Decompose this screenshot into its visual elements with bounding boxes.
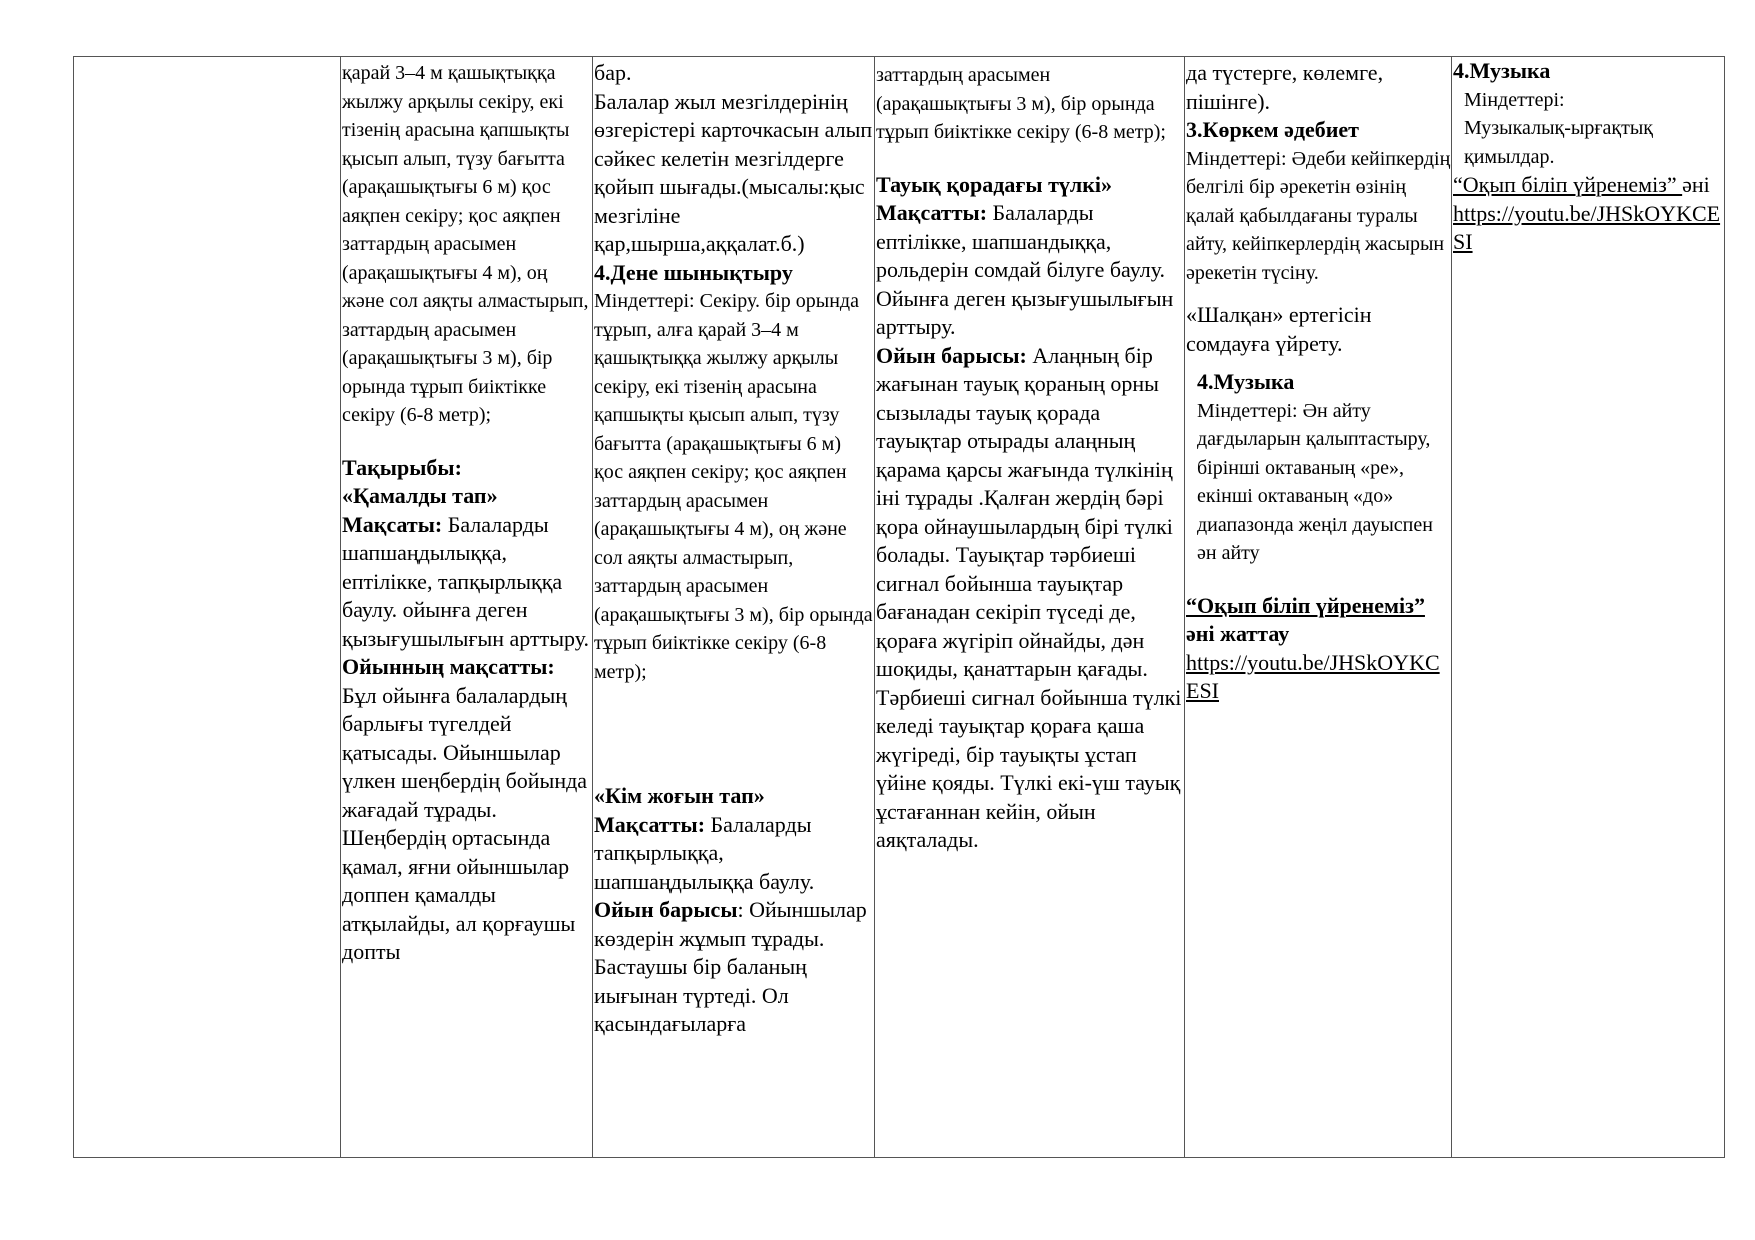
process-label: Ойын барысы: xyxy=(876,342,1027,368)
table-cell-day-3 xyxy=(593,57,875,1158)
process-paragraph xyxy=(876,342,1184,855)
goal-text: Балаларды тапқырлыққа, шапшаңдылыққа баулу. xyxy=(594,811,815,894)
jump-task-text: қарай 3–4 м қашықтыққа жылжу арқылы секіру, екі тізенің арасына қапшықты қысып алып, түзу бағытта (арақашықтығы 6 м) қос аяқпен секіру; қос аяқпен заттардың арасымен (арақашықтығы 4 м), оң және сол аяқты алмастырып, заттардың арасымен (арақашықтығы 3 м), бір орында тұрып биіктікке секіру (6-8 метр); xyxy=(342,62,589,426)
music-task-label: Міндеттері: xyxy=(1464,88,1565,111)
topic-label: Тақырыбы: xyxy=(342,454,462,480)
game-goal-label: Ойынның мақсатты: xyxy=(342,654,555,679)
goal-paragraph xyxy=(594,811,874,897)
table-cell-day-5 xyxy=(1185,57,1452,1158)
pe-task-text: Міндеттері: Секіру. бір орында тұрып, алға қарай 3–4 м қашықтыққа жылжу арқылы секіру, екі тізенің арасына қапшықты қысып алып, түзу бағытта (арақашықтығы 6 м) қос аяқпен секіру; қос аяқпен заттардың арасымен (арақашықтығы 4 м), оң және сол аяқты алмастырып, заттардың арасымен (арақашықтығы 3 м), бір орында тұрып биіктікке секіру (6-8 метр); xyxy=(594,290,873,683)
table-cell-day-6 xyxy=(1452,57,1725,1158)
table-cell-day-2 xyxy=(341,57,593,1158)
jump-task-text: заттардың арасымен (арақашықтығы 3 м), бір орында тұрып биіктікке секіру (6-8 метр); xyxy=(876,64,1166,143)
song-link[interactable]: https://youtu.be/JHSkOYKCESI xyxy=(1453,200,1721,254)
goal-label: Мақсатты: xyxy=(594,811,706,837)
game-goal-text: Бұл ойынға балалардың барлығы түгелдей қатысады. Ойыншылар үлкен шеңбердің бойында жағадай тұрады. Шеңбердің ортасында қамал, яғни ойыншылар доппен қамалды атқылайды, ал қорғаушы допты xyxy=(342,682,588,964)
goal-paragraph xyxy=(342,511,592,654)
table-cell-day-4 xyxy=(875,57,1185,1158)
song-title: “Оқып біліп үйренеміз” xyxy=(1186,592,1425,618)
song-line xyxy=(1453,171,1724,200)
music-heading: 4.Музыка xyxy=(1453,58,1551,83)
process-text: Алаңның бір жағынан тауық қораның орны сызылады тауық қорада тауықтар отырады алаңның қарама қарсы жағында түлкінің іні тұрады .Қалған жердің бәрі қора ойнаушылардың бірі түлкі болады. Тауықтар тәрбиеші сигнал бойынша тауықтар бағанадан секіріп түседі де, қораға жүгіріп ойнайды, дән шоқиды, қанаттарын қағады. Тәрбиеші сигнал бойынша түлкі келеді тауықтар қораға қаша жүгіреді, бір тауықты ұстап үйіне қояды. Түлкі екі-үш тауық ұстағаннан кейін, ойын аяқталады. xyxy=(876,342,1182,852)
goal-label: Мақсатты: xyxy=(876,200,988,225)
game-title: Тауық қорадағы түлкі» xyxy=(876,171,1113,197)
tale-text: «Шалқан» ертегісін сомдауға үйрету. xyxy=(1186,302,1372,356)
literature-heading: 3.Көркем әдебиет xyxy=(1186,117,1359,142)
table-cell-empty xyxy=(74,57,341,1158)
process-paragraph xyxy=(594,896,874,1039)
song-title: “Оқып біліп үйренеміз” xyxy=(1453,172,1683,197)
game-title: «Кім жоғын тап» xyxy=(594,783,765,808)
song-suffix: әні жаттау xyxy=(1186,621,1290,646)
process-text: : Ойыншылар көздерін жұмып тұрады. Бастаушы бір баланың иығынан түртеді. Ол қасындағыларға xyxy=(594,897,867,1036)
process-label: Ойын барысы xyxy=(594,897,738,922)
goal-label: Мақсаты: xyxy=(342,511,443,537)
table-row xyxy=(74,57,1725,1158)
pe-heading: 4.Дене шынықтыру xyxy=(594,259,793,285)
goal-paragraph xyxy=(876,199,1184,342)
goal-text: Балаларды ептілікке, шапшандыққа, рольдерін сомдай білуге баулу. Ойынға деген қызығушылығын арттыру. xyxy=(876,200,1174,339)
song-line xyxy=(1186,592,1451,649)
seasons-activity-text: Балалар жыл мезгілдерінің өзгерістері карточкасын алып сәйкес келетін мезгілдерге қойып шығады.(мысалы:қыс мезгіліне қар,шырша,аққалат.б.) xyxy=(594,88,873,256)
game-title: «Қамалды тап» xyxy=(342,483,498,508)
music-task-text: Музыкалық-ырғақтық қимылдар. xyxy=(1464,117,1654,168)
shapes-text: да түстерге, көлемге, пішінге). xyxy=(1186,60,1384,114)
intro-text: бар. xyxy=(594,60,632,85)
song-link[interactable]: https://youtu.be/JHSkOYKCESI xyxy=(1186,649,1440,703)
goal-text: Балаларды шапшаңдылыққа, ептілікке, тапқырлыққа баулу. ойынға деген қызығушылығын арттыру. xyxy=(342,511,590,651)
document-table xyxy=(73,56,1725,1158)
literature-task-text: Міндеттері: Әдеби кейіпкердің белгілі бір әрекетін өзінің қалай қабылдағаны туралы айту, кейіпкерлердің жасырын әрекетін түсіну. xyxy=(1186,147,1451,284)
music-task-text: Міндеттері: Ән айту дағдыларын қалыптастыру, бірінші октаваның «ре», екінші октаваның «до» диапазонда жеңіл дауыспен ән айту xyxy=(1197,399,1433,564)
song-suffix: әні xyxy=(1682,172,1710,197)
music-heading: 4.Музыка xyxy=(1197,369,1295,394)
